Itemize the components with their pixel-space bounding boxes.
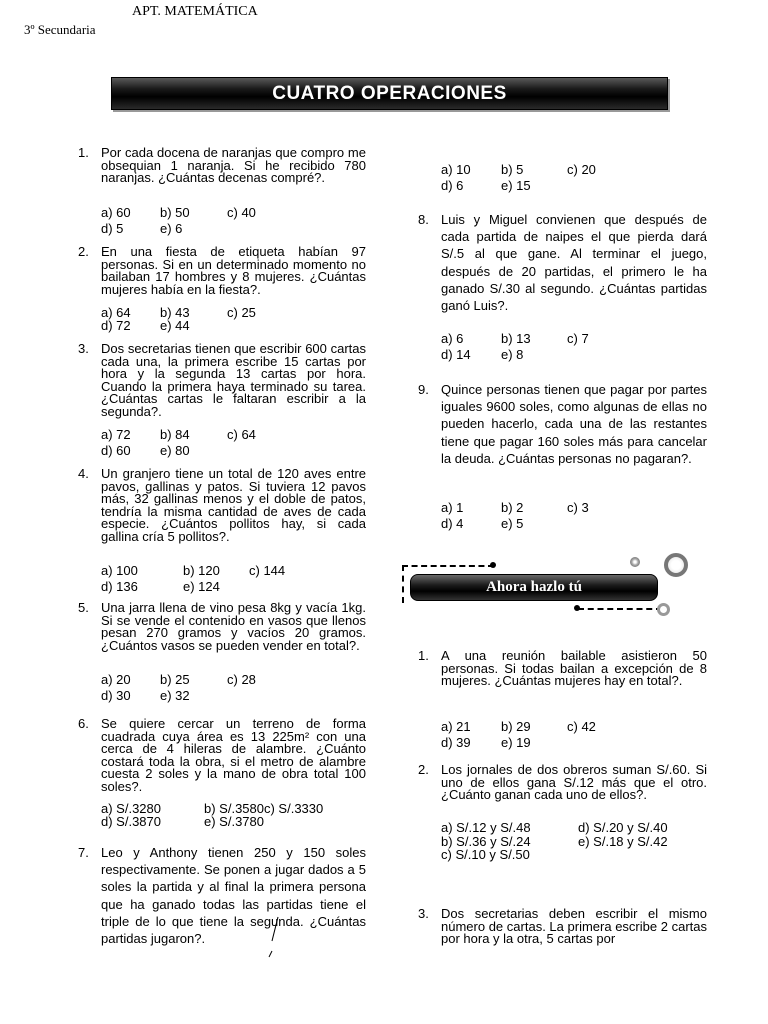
option-d: d) 6 xyxy=(441,177,464,193)
question-number: 2. xyxy=(78,244,89,259)
option-c: c) 144 xyxy=(249,563,286,578)
title-banner xyxy=(111,77,668,110)
option-e: e) 15 xyxy=(501,177,531,193)
question-4-options xyxy=(101,563,366,594)
option-b: b) 2 xyxy=(501,500,524,515)
option-e: e) 80 xyxy=(160,442,190,458)
option-a: a) 60 xyxy=(101,205,131,220)
option-d: d) S/.3870 xyxy=(101,814,161,829)
practice-2-options xyxy=(441,820,711,863)
option-c: c) 25 xyxy=(227,305,256,320)
ring-icon xyxy=(664,553,688,577)
option-c: c) S/.10 y S/.50 xyxy=(441,847,530,862)
dot-icon xyxy=(574,605,580,611)
header-subject: APT. MATEMÁTICA xyxy=(132,4,258,19)
question-3-options xyxy=(101,427,366,458)
question-number: 2. xyxy=(418,762,429,777)
question-8-options xyxy=(441,331,711,362)
practice-1-options xyxy=(441,719,711,750)
option-c: c) 28 xyxy=(227,672,256,687)
question-number: 3. xyxy=(418,906,429,921)
option-e: e) S/.18 y S/.42 xyxy=(578,833,668,849)
option-c: c) 42 xyxy=(567,719,596,734)
option-c: c) 7 xyxy=(567,331,589,346)
question-1 xyxy=(78,145,366,186)
question-text: A una reunión bailable asistieron 50 personas. Si todas bailan a excepción de 8 mujeres. ¿Cuántas mujeres hay en total?. xyxy=(441,648,707,689)
question-6-options xyxy=(101,801,366,830)
option-c: c) 20 xyxy=(567,162,596,177)
question-number: 8. xyxy=(418,212,429,227)
question-5-options xyxy=(101,672,366,703)
option-b: b) 120 xyxy=(183,563,220,578)
section-title-bar xyxy=(410,574,658,601)
option-b: b) S/.36 y S/.24 xyxy=(441,833,531,849)
question-2 xyxy=(78,244,366,297)
option-e: e) 5 xyxy=(501,515,524,531)
option-b: b) 84 xyxy=(160,427,190,442)
dashed-line xyxy=(402,565,494,567)
option-a: a) 72 xyxy=(101,427,131,442)
question-9-options xyxy=(441,500,711,531)
option-a: a) 100 xyxy=(101,563,138,578)
question-number: 1. xyxy=(78,145,89,160)
question-text: Un granjero tiene un total de 120 aves entre pavos, gallinas y patos. Si tuviera 12 pavos más, 32 gallinas menos y el doble de patos, tendría la misma cantidad de aves de cada especie. ¿Cuántos pollitos hay, si cada gallina cría 5 pollitos?. xyxy=(101,466,366,544)
option-d: d) 14 xyxy=(441,346,471,362)
question-number: 9. xyxy=(418,382,429,397)
option-a: a) 10 xyxy=(441,162,471,177)
question-6 xyxy=(78,716,366,794)
option-c: c) 64 xyxy=(227,427,256,442)
option-e: e) 6 xyxy=(160,220,183,236)
option-d: d) 30 xyxy=(101,687,131,703)
option-e: e) 32 xyxy=(160,687,190,703)
option-b: b) 43 xyxy=(160,305,190,320)
option-b: b) 29 xyxy=(501,719,531,734)
dashed-line xyxy=(402,565,404,603)
option-d: d) 72 xyxy=(101,318,131,333)
question-text: Dos secretarias deben escribir el mismo número de cartas. La primera escribe 2 cartas por hora y la otra, 5 cartas por xyxy=(441,906,707,947)
question-text: Por cada docena de naranjas que compro me obsequian 1 naranja. Si he recibido 780 naranjas. ¿Cuántas decenas compré?. xyxy=(101,145,366,186)
option-a: a) S/.12 y S/.48 xyxy=(441,820,531,835)
pen-mark xyxy=(262,915,282,959)
option-e: e) S/.3780 xyxy=(204,814,264,829)
header-grade: 3º Secundaria xyxy=(24,22,96,37)
question-7 xyxy=(78,844,366,947)
practice-3 xyxy=(418,906,707,947)
question-text: Una jarra llena de vino pesa 8kg y vacía 1kg. Si se vende el contenido en vasos que llenos pesan 270 gramos y vacíos 20 gramos. ¿Cuántos vasos se pueden vender en total?. xyxy=(101,600,366,653)
question-3 xyxy=(78,341,366,419)
practice-2 xyxy=(418,762,707,803)
question-text: Quince personas tienen que pagar por partes iguales 9600 soles, como algunas de ellas no pueden hacerlo, cada una de las restantes tiene que pagar 160 soles más para cancelar la deuda. ¿Cuántas personas no pagaran?. xyxy=(441,382,707,466)
option-b-c: b) S/.3580c) S/.3330 xyxy=(204,801,324,816)
question-text: Dos secretarias tienen que escribir 600 cartas cada una, la primera escribe 15 cartas por hora y la segunda 13 cartas por hora. Cuando la primera haya terminado su tarea. ¿Cuántas cartas le faltaran escribir a la segunda?. xyxy=(101,341,366,419)
option-a: a) 6 xyxy=(441,331,464,346)
question-number: 3. xyxy=(78,341,89,356)
question-number: 6. xyxy=(78,716,89,731)
page-title: CUATRO OPERACIONES xyxy=(272,82,507,104)
dot-icon xyxy=(490,562,496,568)
option-d: d) 136 xyxy=(101,578,138,594)
question-5 xyxy=(78,600,366,653)
option-d: d) 39 xyxy=(441,734,471,750)
option-a: a) 64 xyxy=(101,305,131,320)
question-8 xyxy=(418,211,707,314)
question-text: En una fiesta de etiqueta habían 97 personas. Si en un determinado momento no bailaban 17 hombres y 8 mujeres. ¿Cuántas mujeres había en la fiesta?. xyxy=(101,244,366,297)
question-number: 4. xyxy=(78,466,89,481)
option-d: d) 60 xyxy=(101,442,131,458)
option-c: c) 40 xyxy=(227,205,256,220)
option-d: d) S/.20 y S/.40 xyxy=(578,820,668,835)
question-number: 5. xyxy=(78,600,89,615)
question-text: Los jornales de dos obreros suman S/.60. Si uno de ellos gana S/.12 más que el otro. ¿Cuánto ganan cada uno de ellos?. xyxy=(441,762,707,803)
option-a: a) 21 xyxy=(441,719,471,734)
dashed-line xyxy=(578,608,662,610)
practice-1 xyxy=(418,648,707,689)
question-2-options xyxy=(101,305,366,334)
option-d: d) 4 xyxy=(441,515,464,531)
option-a: a) S/.3280 xyxy=(101,801,161,816)
option-d: d) 5 xyxy=(101,220,124,236)
option-b: b) 13 xyxy=(501,331,531,346)
option-a: a) 1 xyxy=(441,500,464,515)
option-e: e) 124 xyxy=(183,578,220,594)
option-e: e) 8 xyxy=(501,346,524,362)
question-number: 1. xyxy=(418,648,429,663)
option-c: c) 3 xyxy=(567,500,589,515)
option-b: b) 5 xyxy=(501,162,524,177)
question-text: Leo y Anthony tienen 250 y 150 soles respectivamente. Se ponen a jugar dados a 5 soles la partida y al final la primera persona que ha ganado todas las partidas tiene el triple de lo que tiene la segunda. ¿Cuántas partidas jugaron?. xyxy=(101,845,366,947)
option-b: b) 50 xyxy=(160,205,190,220)
option-e: e) 19 xyxy=(501,734,531,750)
circle-icon xyxy=(630,557,640,567)
question-7-options xyxy=(441,162,711,193)
question-text: Se quiere cercar un terreno de forma cuadrada cuya área es 13 225m² con una cerca de 4 hileras de alambre. ¿Cuánto costará toda la obra, si el metro de alambre cuesta 2 soles y la mano de obra total 100 soles?. xyxy=(101,716,366,794)
practice-section-header xyxy=(402,556,692,620)
option-a: a) 20 xyxy=(101,672,131,687)
question-number: 7. xyxy=(78,845,89,860)
question-4 xyxy=(78,466,366,544)
question-text: Luis y Miguel convienen que después de cada partida de naipes el que pierda dará S/.5 al que gane. Al terminar el juego, después de 20 partidas, el primero le ha ganado S/.30 al segundo. ¿Cuántas partidas ganó Luis?. xyxy=(441,212,707,314)
question-1-options xyxy=(101,205,366,236)
question-9 xyxy=(418,381,707,467)
option-b: b) 25 xyxy=(160,672,190,687)
ring-icon xyxy=(657,603,670,616)
section-title: Ahora hazlo tú xyxy=(486,579,582,595)
option-e: e) 44 xyxy=(160,318,190,333)
